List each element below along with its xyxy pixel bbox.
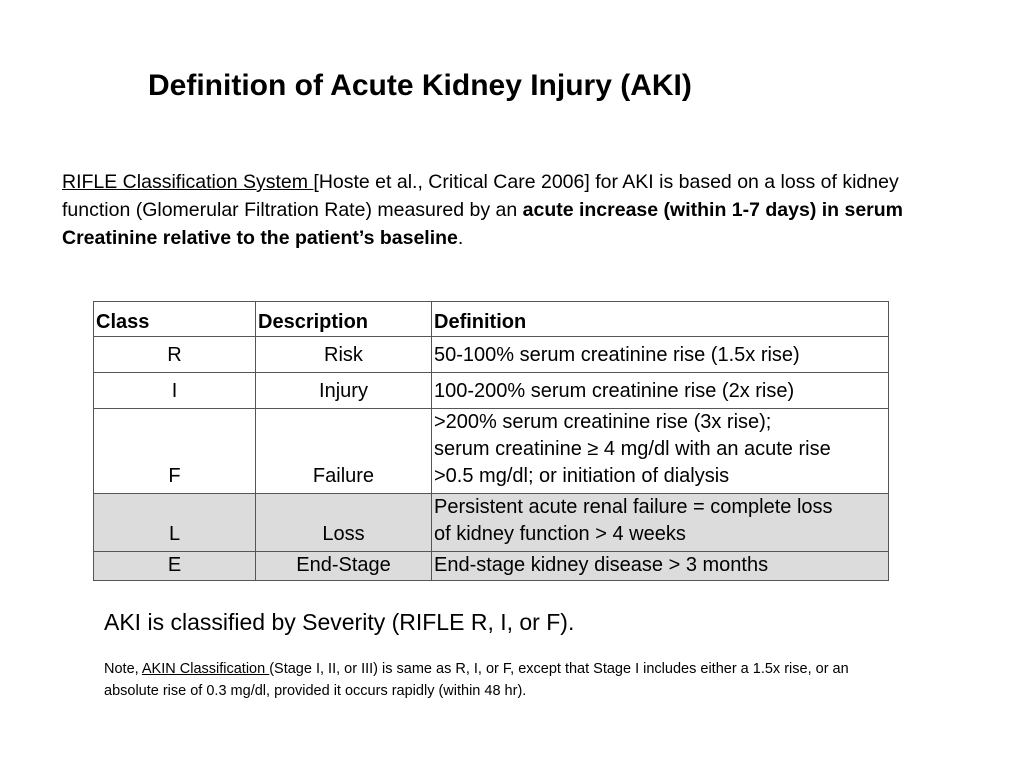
class-cell: E (94, 552, 256, 581)
table-row (94, 337, 889, 373)
description-cell: End-Stage (256, 552, 432, 581)
class-cell: F (94, 409, 256, 494)
class-cell: I (94, 373, 256, 409)
table-header-row (94, 302, 889, 337)
definition-cell: 50-100% serum creatinine rise (1.5x rise) (432, 337, 889, 373)
note-prefix: Note, (104, 661, 142, 677)
note-paragraph (104, 658, 904, 702)
table-row (94, 373, 889, 409)
description-cell: Loss (256, 494, 432, 552)
intro-end: . (457, 227, 464, 249)
rifle-table (93, 301, 889, 581)
intro-text: [Hoste et al., Critical Care 2006] for AKI is based on a loss of kidney function (Glomerular Filtration Rate) measured by an (62, 171, 899, 221)
note-text: (Stage I, II, or III) is same as R, I, or F, except that Stage I includes either a 1.5x rise, or an absolute rise of 0.3 mg/dl, provided it occurs rapidly (within 48 hr). (104, 661, 849, 699)
summary-text: AKI is classified by Severity (RIFLE R, I, or F). (104, 609, 575, 635)
definition-cell: Persistent acute renal failure = complete loss of kidney function > 4 weeks (432, 494, 889, 552)
definition-cell: >200% serum creatinine rise (3x rise); serum creatinine ≥ 4 mg/dl with an acute rise >0.5 mg/dl; or initiation of dialysis (432, 409, 889, 494)
table-row (94, 409, 889, 494)
description-cell: Risk (256, 337, 432, 373)
description-cell: Injury (256, 373, 432, 409)
definition-cell: 100-200% serum creatinine rise (2x rise) (432, 373, 889, 409)
header-description: Description (256, 302, 432, 337)
description-cell: Failure (256, 409, 432, 494)
table-row (94, 552, 889, 581)
class-cell: R (94, 337, 256, 373)
akin-classification-link[interactable]: AKIN Classification (141, 661, 270, 677)
rifle-classification-link[interactable]: RIFLE Classification System (62, 171, 314, 193)
page-title: Definition of Acute Kidney Injury (AKI) (148, 69, 692, 102)
header-definition: Definition (432, 302, 889, 337)
definition-cell: End-stage kidney disease > 3 months (432, 552, 889, 581)
intro-paragraph (62, 168, 922, 252)
class-cell: L (94, 494, 256, 552)
intro-bold-text: acute increase (within 1-7 days) in serum Creatinine relative to the patient’s baseline (62, 199, 904, 249)
header-class: Class (94, 302, 256, 337)
table-row (94, 494, 889, 552)
